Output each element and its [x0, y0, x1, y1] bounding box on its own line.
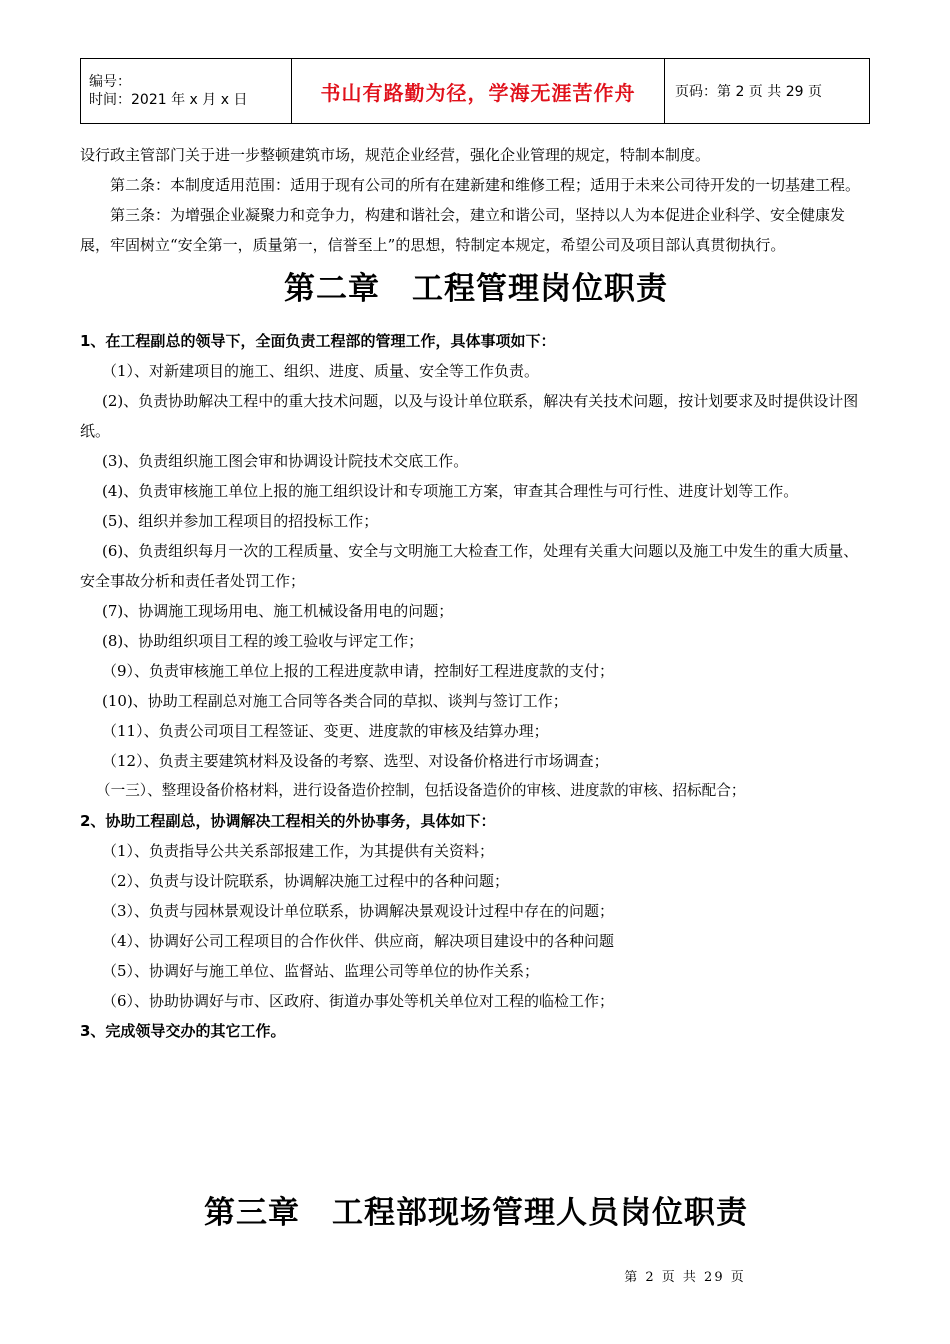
section-1-heading: 1、在工程副总的领导下，全面负责工程部的管理工作，具体事项如下：: [80, 332, 556, 350]
section-2-list: [80, 836, 872, 1016]
list-item: （12）、负责主要建筑材料及设备的考察、选型、对设备价格进行市场调查；: [102, 752, 609, 770]
list-item: （11）、负责公司项目工程签证、变更、进度款的审核及结算办理；: [102, 722, 549, 740]
document-body: [80, 140, 872, 1046]
list-item: （1）、对新建项目的施工、组织、进度、质量、安全等工作负责。: [102, 362, 540, 380]
list-item: （2）、负责与设计院联系，协调解决施工过程中的各种问题；: [102, 872, 510, 890]
header-page-info: 页码：第 2 页 共 29 页: [665, 59, 870, 124]
list-item: （4）、协调好公司工程项目的合作伙伴、供应商，解决项目建设中的各种问题: [102, 932, 615, 950]
list-item: (6)、负责组织每月一次的工程质量、安全与文明施工大检查工作，处理有关重大问题以及施工中发生的重大质量、安全事故分析和责任者处罚工作；: [80, 542, 859, 590]
section-3-heading: 3、完成领导交办的其它工作。: [80, 1022, 286, 1040]
header-meta: [81, 59, 292, 124]
list-item: (2)、负责协助解决工程中的重大技术问题，以及与设计单位联系，解决有关技术问题，按计划要求及时提供设计图纸。: [80, 392, 859, 440]
section-1-list: [80, 356, 872, 806]
section-2-heading: 2、协助工程副总，协调解决工程相关的外协事务，具体如下：: [80, 812, 496, 830]
article-3: 第三条：为增强企业凝聚力和竞争力，构建和谐社会，建立和谐公司，坚持以人为本促进企业科学、安全健康发展，牢固树立“安全第一，质量第一，信誉至上”的思想，特制定本规定，希望公司及项目部认真贯彻执行。: [80, 206, 846, 254]
list-item: （1）、负责指导公共关系部报建工作，为其提供有关资料；: [102, 842, 495, 860]
list-item: （3）、负责与园林景观设计单位联系，协调解决景观设计过程中存在的问题；: [102, 902, 615, 920]
list-item: （6）、协助协调好与市、区政府、街道办事处等机关单位对工程的临检工作；: [102, 992, 615, 1010]
list-item: (10)、协助工程副总对施工合同等各类合同的草拟、谈判与签订工作；: [102, 692, 568, 710]
list-item: (4)、负责审核施工单位上报的施工组织设计和专项施工方案，审查其合理性与可行性、进度计划等工作。: [102, 482, 799, 500]
article-2: 第二条：本制度适用范围：适用于现有公司的所有在建新建和维修工程；适用于未来公司待开发的一切基建工程。: [110, 176, 861, 194]
document-number-label: 编号：: [89, 74, 131, 90]
chapter-2-title: 第二章 工程管理岗位职责: [284, 271, 668, 307]
list-item: (3)、负责组织施工图会审和协调设计院技术交底工作。: [102, 452, 469, 470]
document-date: 时间：2021 年 x 月 x 日: [89, 92, 248, 108]
document-header: [80, 58, 870, 124]
list-item: (5)、组织并参加工程项目的招投标工作；: [102, 512, 379, 530]
intro-paragraph: 设行政主管部门关于进一步整顿建筑市场，规范企业经营，强化企业管理的规定，特制本制度。: [80, 146, 711, 164]
list-item: （9）、负责审核施工单位上报的工程进度款申请，控制好工程进度款的支付；: [102, 662, 615, 680]
chapter-3-title: 第三章 工程部现场管理人员岗位职责: [204, 1195, 748, 1231]
list-item: (8)、协助组织项目工程的竣工验收与评定工作；: [102, 632, 424, 650]
list-item: （一三）、整理设备价格材料，进行设备造价控制，包括设备造价的审核、进度款的审核、招标配合；: [96, 782, 746, 799]
page-footer: [0, 1266, 950, 1285]
list-item: (7)、协调施工现场用电、施工机械设备用电的问题；: [102, 602, 454, 620]
list-item: （5）、协调好与施工单位、监督站、监理公司等单位的协作关系；: [102, 962, 540, 980]
header-motto: 书山有路勤为径，学海无涯苦作舟: [292, 59, 665, 124]
footer-page-number: 第 2 页 共 29 页: [624, 1270, 746, 1285]
